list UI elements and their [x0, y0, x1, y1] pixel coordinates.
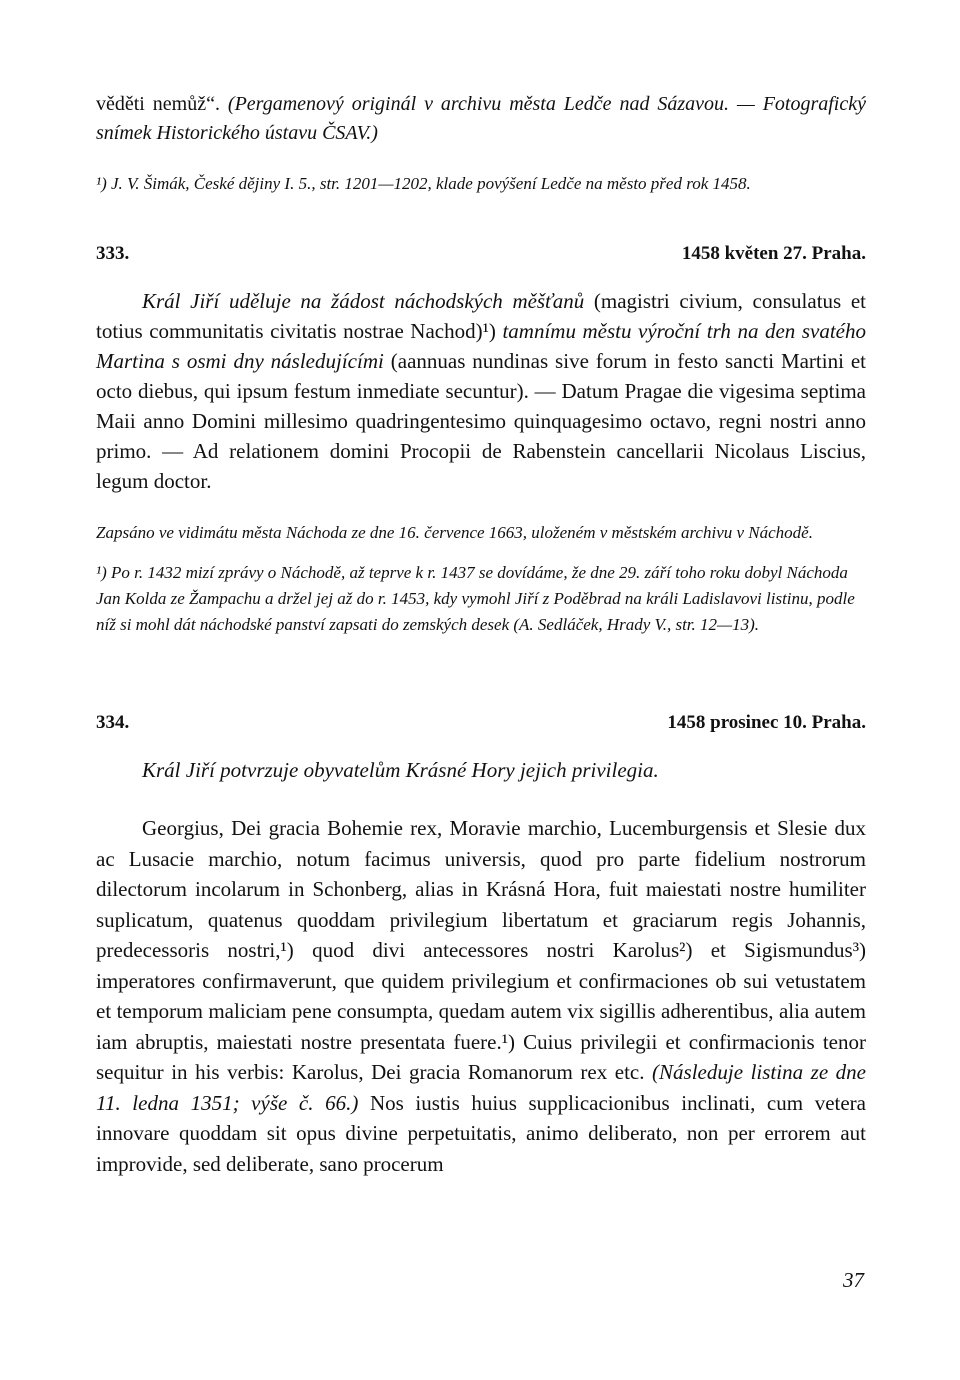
intro-footnote: ¹) J. V. Šimák, České dějiny I. 5., str. 1201—1202, klade povýšení Ledče na město před rok 1458.: [96, 174, 751, 193]
page-number: 37: [843, 1268, 864, 1292]
document-date: 1458 květen 27. Praha.: [681, 243, 866, 264]
document-334-heading: [96, 712, 866, 734]
intro-source-note: (Pergamenový originál v archivu města Ledče nad Sázavou. — Fotografický snímek Historického ústavu ČSAV.): [96, 93, 866, 144]
regest-italic-2: tamnímu městu výroční trh na den svatého Martina s osmi dny následujícími: [96, 319, 867, 373]
intro-paragraph: [96, 90, 866, 148]
latin-text-continued: Nos iustis huius supplicacionibus inclinati, cum vetera innovare quoddam sit opus divine perpetuitatis, animo deliberato, non per errorem aut improvide, sed deliberate, sano procerum: [96, 1090, 866, 1176]
document-333-footnote: ¹) Po r. 1432 mizí zprávy o Náchodě, až teprve k r. 1437 se dovídáme, že dne 29. září toho roku dobyl Náchoda Jan Kolda ze Žampachu a držel jej až do r. 1453, kdy vymohl Jiří z Poděbrad na králi Ladislavovi listinu, podle níž si mohl dát náchodské panství zapsati do zemských desek (A. Sedláček, Hrady V., str. 12—13).: [96, 563, 855, 634]
intro-text: věděti nemůž“.: [96, 93, 228, 115]
document-date: 1458 prosinec 10. Praha.: [667, 712, 866, 733]
document-333-heading: [96, 243, 866, 265]
latin-text: Georgius, Dei gracia Bohemie rex, Moravie marchio, Lucemburgensis et Slesie dux ac Lusacie marchio, notum facimus universis, quod pro parte fidelium nostrorum dilectorum incolarum in Schonberg, alias in Krásná Hora, fuit maiestati nostre humiliter suplicatum, quatenus quoddam privilegium libertatum et graciarum regis Johannis, predecessoris nostri,¹) quod divi antecessores nostri Karolus²) et Sigismundus³) imperatores confirmaverunt, que quidem privilegium et confirmaciones ob sui vetustatem et temporum maliciam pene consumpta, quedam autem vix sigillis adherentibus, alia autem iam abruptis, maiestati nostre presentata fuere.¹) Cuius privilegii et confirmacionis tenor sequitur in his verbis: Karolus, Dei gracia Romanorum rex etc.: [96, 816, 866, 1084]
document-333-text: [96, 286, 866, 496]
document-334-summary: Král Jiří potvrzuje obyvatelům Krásné Hory jejich privilegia.: [142, 758, 659, 782]
latin-quote: (magistri civium, consulatus et totius communitatis civitatis nostrae Nachod)¹): [96, 289, 867, 343]
latin-text: (aannuas nundinas sive forum in festo sancti Martini et octo diebus, qui ipsum festum inmediate secuntur). — Datum Pragae die vigesima septima Maii anno Domini millesimo quadringentesimo quinquagesimo octavo, regni nostri anno primo. — Ad relationem domini Procopii de Rabenstein cancellarii Nicolaus Liscius, legum doctor.: [96, 349, 867, 493]
document-number: 334.: [96, 712, 130, 733]
document-number: 333.: [96, 243, 130, 264]
regest-italic: Král Jiří uděluje na žádost náchodských měšťanů: [142, 289, 585, 313]
cross-reference: (Následuje listina ze dne 11. ledna 1351; výše č. 66.): [96, 1060, 867, 1115]
document-page: [96, 90, 866, 1179]
document-333-source: Zapsáno ve vidimátu města Náchoda ze dne 16. července 1663, uloženém v městském archivu v Náchodě.: [96, 523, 813, 542]
document-334-text: [96, 813, 866, 1179]
